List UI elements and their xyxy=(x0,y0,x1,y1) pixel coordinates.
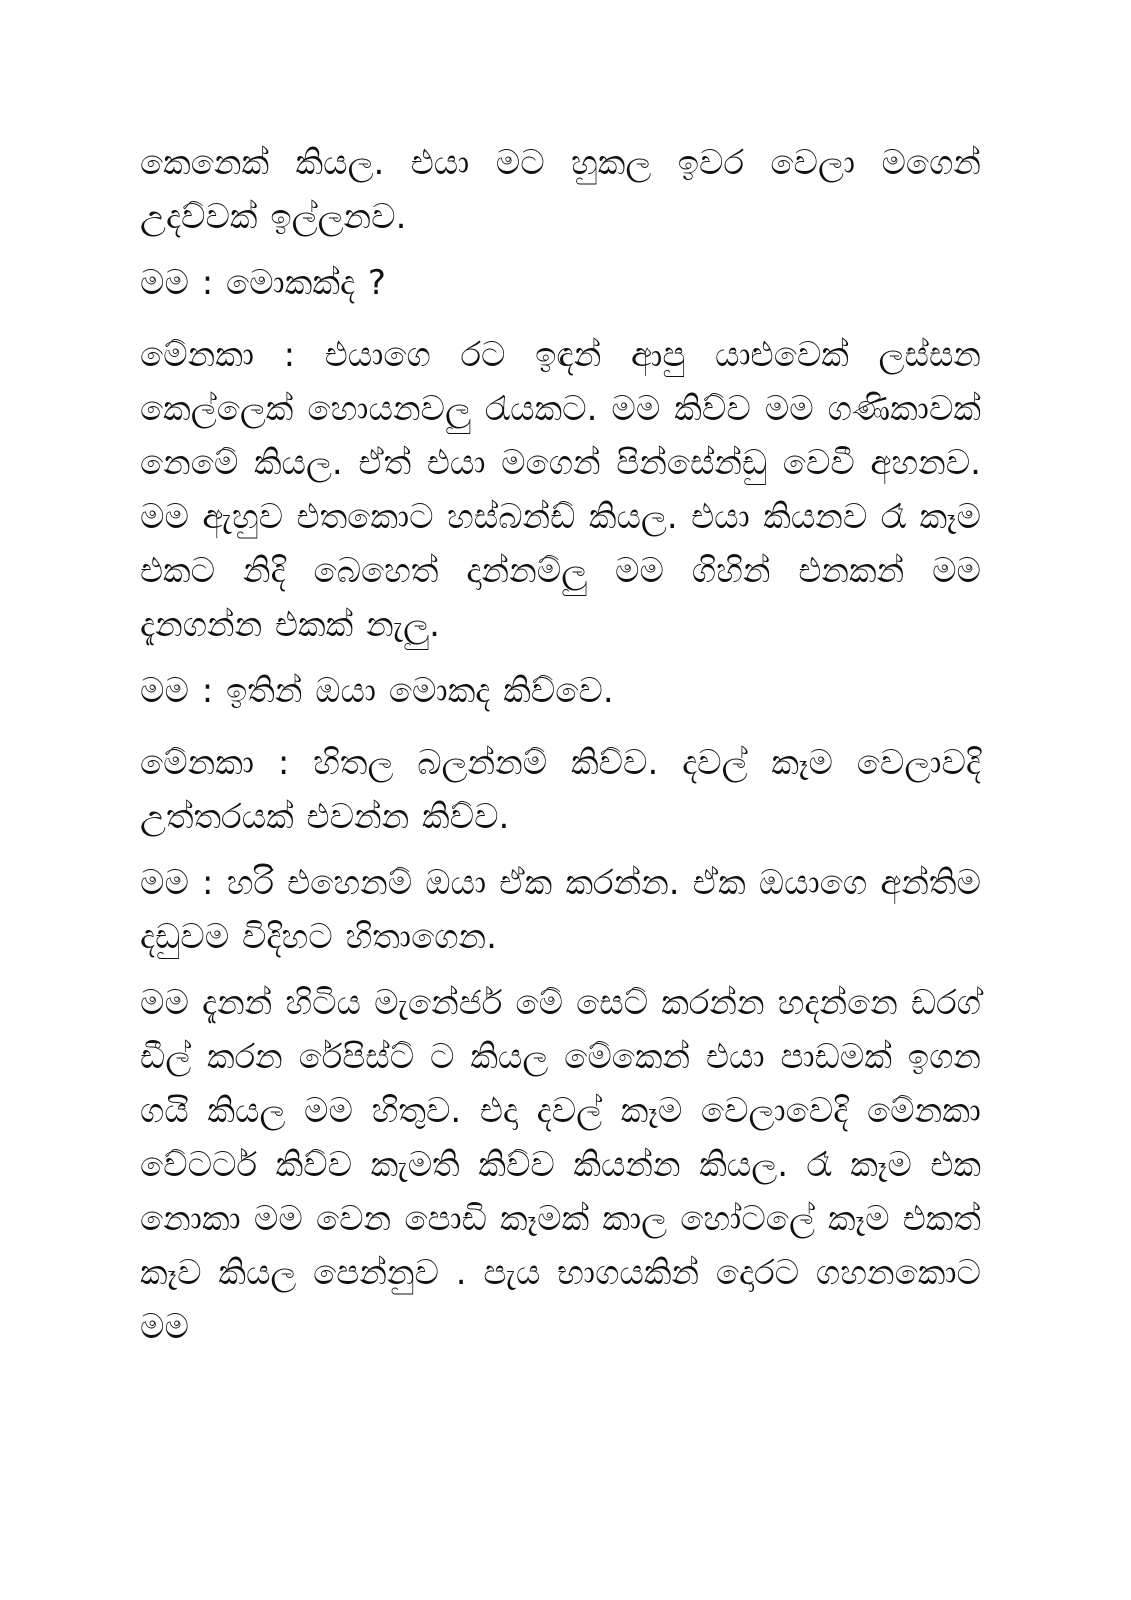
paragraph-4: මම : ඉතින් ඔයා මොකද කිව්වෙ. xyxy=(140,671,614,711)
paragraph-7: මම දැනන් හිටිය මැනේජර් මේ සෙට් කරන්න හදන්නෙ ඩරග් ඩීල් කරන රේපිස්ට් ට කියල මේකෙන් එයා පාඩමක් ඉගන ගයි කියල මම හිතුව. එදා දවල් කෑම වෙලාවෙදි මේනකා වේටර්ට කිව්ව කැමති කිව්ව කියන්න කියල. රෑ කෑම එක නොකා මම වෙන පොඩි කෑමක් කාල හෝටලේ කෑම එකත් කෑව කියල පෙන්නුව . පැය භාගයකින් දොරට ගහනකොට මම xyxy=(140,983,981,1347)
paragraph-6: මම : හරි එහෙනම් ඔයා ඒක කරන්න. ඒක ඔයාගෙ අන්තිම දඩුවම විදිහට හිතාගෙන. xyxy=(140,863,981,957)
paragraph-5: මේනකා : හිතල බලන්නම් කිව්ව. දවල් කෑම වෙලාවදි උත්තරයක් එවන්න කිව්ව. xyxy=(140,743,981,837)
paragraph-3: මේනකා : එයාගෙ රට ඉඳන් ආපු යාළුවෙක් ලස්සන කෙල්ලෙක් හොයනවලු රැයකට. මම කිව්ව මම ගණිකාවක් නෙමේ කියල. ඒත් එයා මගෙන් පින්සේන්ඩු වෙවී අහනව. මම ඇහුව එතකොට හස්බන්ඩ් කියල. එයා කියනව රෑ කෑම එකට නිදි බෙහෙත් දාන්නම්ලු මම ගිහින් එනකන් මම දැනගන්න එකක් නැලු. xyxy=(140,335,981,645)
paragraph-1: කෙනෙක් කියල. එයා මට හුකල ඉවර වෙලා මගෙන් උදව්වක් ඉල්ලනව. xyxy=(140,143,981,237)
paragraph-2: මම : මොකක්ද ? xyxy=(140,263,386,303)
